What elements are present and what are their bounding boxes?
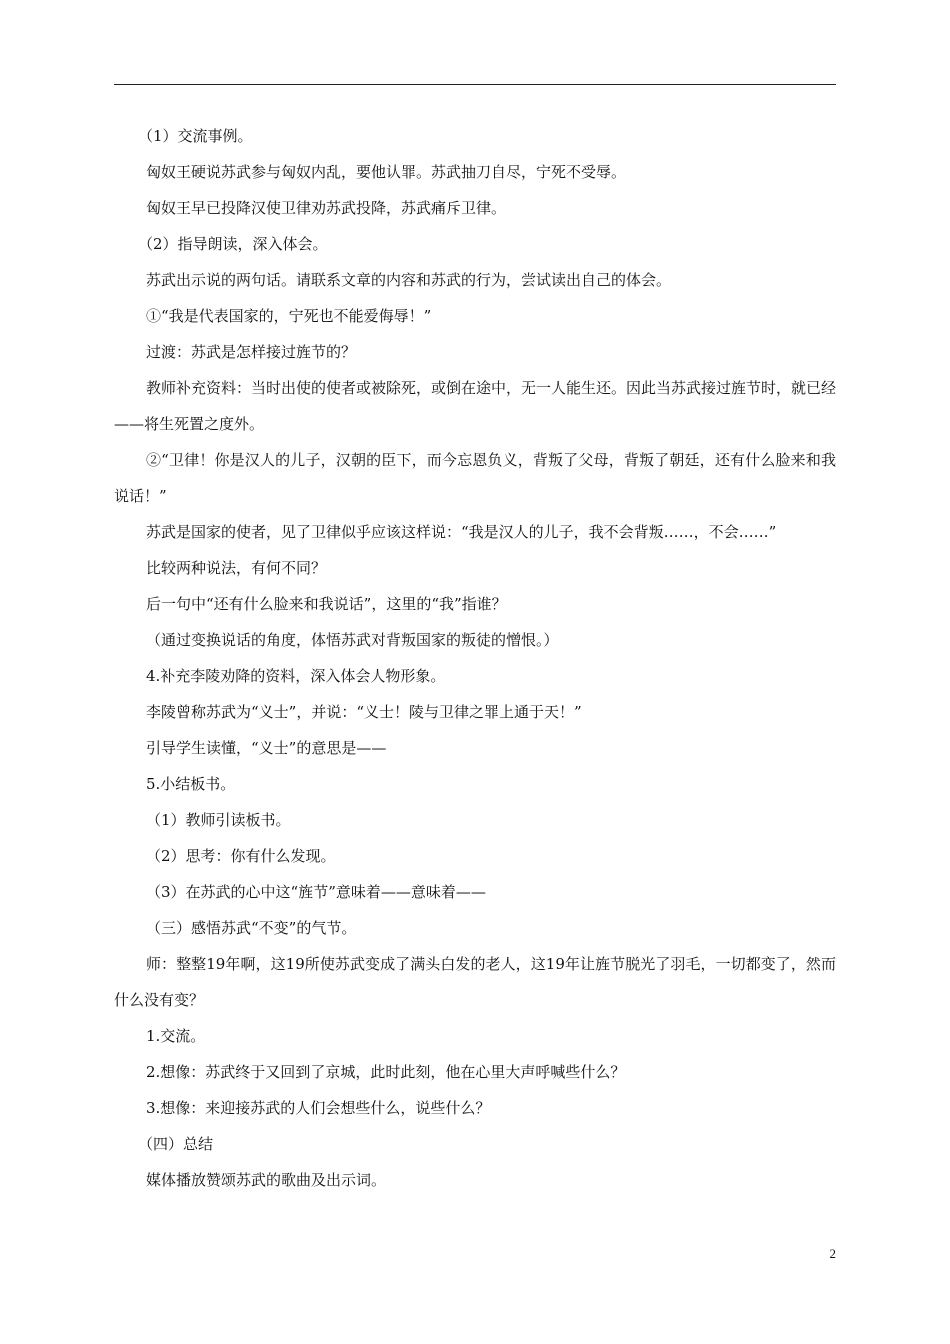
paragraph: （2）思考：你有什么发现。 — [146, 847, 336, 865]
paragraph: （1）交流事例。 — [138, 127, 253, 145]
document-body — [114, 118, 836, 1198]
paragraph: 后一句中“还有什么脸来和我说话”，这里的“我”指谁？ — [146, 595, 507, 613]
paragraph: 媒体播放赞颂苏武的歌曲及出示词。 — [146, 1171, 387, 1189]
paragraph: 匈奴王硬说苏武参与匈奴内乱，要他认罪。苏武抽刀自尽，宁死不受辱。 — [146, 163, 627, 181]
paragraph: 师：整整19年啊，这19所使苏武变成了满头白发的老人，这19年让旌节脱光了羽毛，一切都变了，然而什么没有变？ — [114, 955, 836, 1009]
paragraph: 比较两种说法，有何不同？ — [146, 559, 327, 577]
paragraph: （2）指导朗读，深入体会。 — [138, 235, 328, 253]
paragraph: （通过变换说话的角度，体悟苏武对背叛国家的叛徒的憎恨。） — [146, 631, 559, 649]
paragraph: 苏武是国家的使者，见了卫律似乎应该这样说：“我是汉人的儿子，我不会背叛……，不会……” — [146, 523, 777, 541]
paragraph: 李陵曾称苏武为“义士”，并说：“义士！陵与卫律之罪上通于天！” — [146, 703, 582, 721]
paragraph: 匈奴王早已投降汉使卫律劝苏武投降，苏武痛斥卫律。 — [146, 199, 507, 217]
page-number: 2 — [829, 1246, 836, 1261]
paragraph: 1.交流。 — [146, 1027, 206, 1045]
header-rule — [114, 84, 836, 85]
paragraph: 2.想像：苏武终于又回到了京城，此时此刻，他在心里大声呼喊些什么？ — [146, 1063, 626, 1081]
paragraph: 引导学生读懂，“义士”的意思是—— — [146, 739, 387, 757]
paragraph: 苏武出示说的两句话。请联系文章的内容和苏武的行为，尝试读出自己的体会。 — [146, 271, 672, 289]
paragraph: （1）教师引读板书。 — [146, 811, 291, 829]
paragraph: （三）感悟苏武“不变”的气节。 — [146, 919, 357, 937]
paragraph: （3）在苏武的心中这“旌节”意味着——意味着—— — [146, 883, 486, 901]
paragraph: ②“卫律！你是汉人的儿子，汉朝的臣下，而今忘恩负义，背叛了父母，背叛了朝廷，还有什么脸来和我说话！” — [114, 451, 836, 505]
paragraph: 教师补充资料：当时出使的使者或被除死，或倒在途中，无一人能生还。因此当苏武接过旌节时，就已经——将生死置之度外。 — [114, 379, 837, 433]
paragraph: 3.想像：来迎接苏武的人们会想些什么，说些什么？ — [146, 1099, 491, 1117]
paragraph: ①“我是代表国家的，宁死也不能爱侮辱！” — [146, 307, 432, 325]
paragraph: 4.补充李陵劝降的资料，深入体会人物形象。 — [146, 667, 446, 685]
paragraph: （四）总结 — [138, 1135, 214, 1153]
paragraph: 过渡：苏武是怎样接过旌节的？ — [146, 343, 357, 361]
paragraph: 5.小结板书。 — [146, 775, 236, 793]
